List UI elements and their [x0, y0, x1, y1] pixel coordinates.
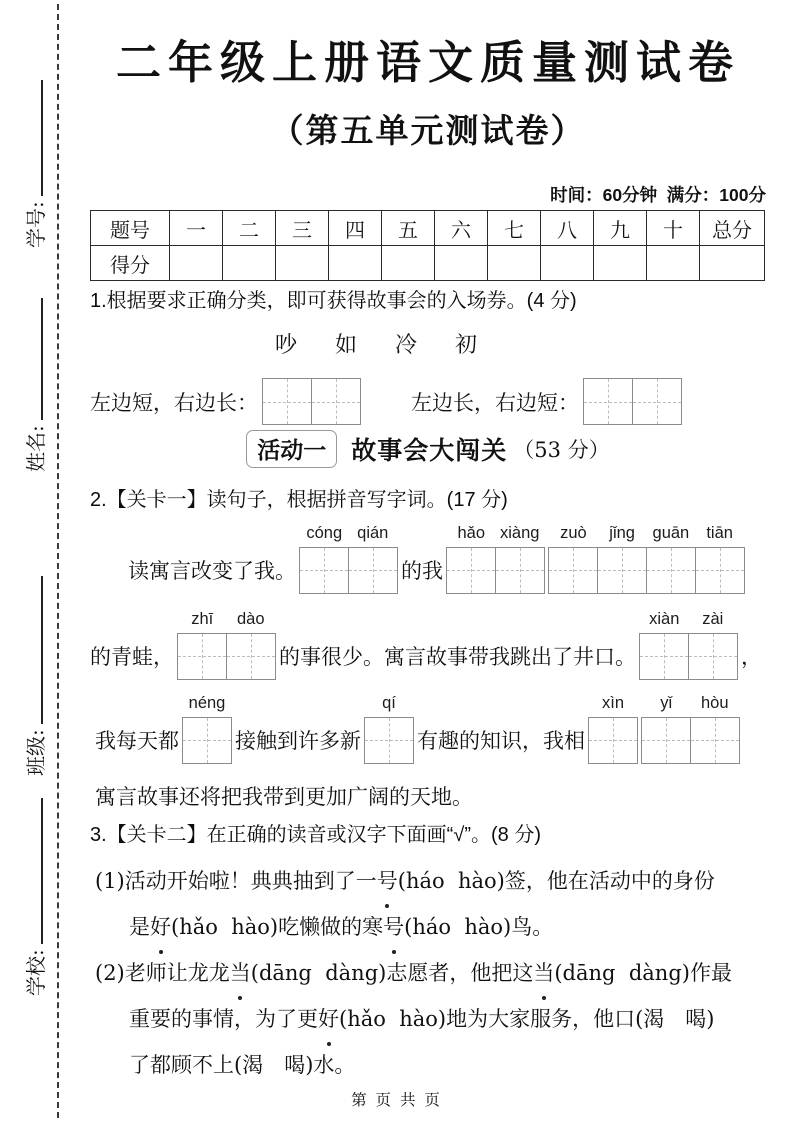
choice-line	[90, 904, 766, 950]
writing-grid	[364, 693, 414, 764]
sidebar-field-label: 学校:	[24, 949, 48, 996]
writing-cell[interactable]	[584, 379, 633, 424]
sentence-text: 我每天都	[95, 729, 179, 753]
choice-text: 是	[129, 915, 150, 939]
classify-group	[90, 378, 361, 425]
activity-score: （53 分）	[513, 438, 610, 462]
score-value-cell[interactable]	[435, 246, 488, 281]
question-2-header: 2.【关卡一】读句子，根据拼音写字词。(17 分)	[90, 489, 508, 511]
score-col-header: 题号	[91, 211, 170, 246]
classify-group-label: 左边短，右边长：	[90, 390, 258, 415]
writing-cell[interactable]	[642, 718, 691, 763]
sentence-text: 寓言故事还将把我带到更加广阔的天地。	[95, 785, 473, 809]
writing-grid	[182, 693, 232, 764]
classify-character: 如	[335, 333, 358, 358]
classify-group	[411, 378, 682, 425]
pinyin-syllable: zài	[702, 609, 724, 628]
score-value-cell[interactable]	[594, 246, 647, 281]
writing-cell[interactable]	[227, 634, 275, 679]
sentence-text: 接触到许多新	[235, 729, 361, 753]
choice-line	[90, 950, 766, 996]
writing-cell[interactable]	[689, 634, 737, 679]
question-1	[90, 284, 766, 425]
choice-text: (dāng dàng)志愿者，他把这	[250, 961, 534, 985]
fill-in-line	[90, 693, 766, 765]
score-col-header: 总分	[700, 211, 765, 246]
sidebar-field	[20, 798, 49, 996]
choice-text: (hǎo hào)吃懒做的寒	[171, 915, 384, 939]
writing-cell[interactable]	[447, 548, 496, 593]
activity-badge: 活动一	[246, 430, 337, 468]
pinyin-syllable: néng	[188, 693, 226, 712]
sidebar-field-blank-line[interactable]	[27, 80, 43, 196]
writing-cell[interactable]	[691, 718, 739, 763]
page-footer: 第 页 共 页	[351, 1091, 442, 1109]
choice-line	[90, 1042, 766, 1088]
writing-grid	[641, 693, 740, 764]
sentence-text: 的事很少。寓言故事带我跳出了井口。	[279, 645, 636, 669]
writing-cell[interactable]	[300, 548, 349, 593]
writing-grid	[177, 609, 276, 680]
sentence-text: 读寓言改变了我。	[128, 559, 296, 583]
pinyin-label	[640, 610, 737, 629]
time-score-info: 时间：60分钟 满分：100分	[550, 185, 766, 205]
sidebar-field	[20, 298, 49, 472]
sentence-text: ，	[741, 645, 762, 669]
choice-line	[90, 858, 766, 904]
choice-text: 了都顾不上(渴 喝)水。	[129, 1053, 356, 1077]
writing-cell[interactable]	[598, 548, 647, 593]
emphasized-character: 号	[383, 904, 404, 950]
classify-character: 冷	[395, 333, 418, 358]
fill-in-line	[90, 523, 766, 595]
pinyin-syllable: qí	[382, 693, 396, 712]
pinyin-label	[300, 524, 397, 543]
pinyin-syllable: qián	[357, 523, 389, 542]
question-1-header: 1.根据要求正确分类，即可获得故事会的入场券。(4 分)	[90, 290, 577, 312]
writing-grid	[583, 378, 682, 425]
writing-grid	[299, 523, 398, 594]
emphasized-character: 当	[230, 950, 251, 996]
sidebar-field-label: 姓名:	[24, 425, 48, 472]
page-subtitle: （第五单元测试卷）	[270, 112, 586, 149]
score-value-cell[interactable]	[488, 246, 541, 281]
pinyin-syllable: xiàng	[500, 523, 540, 542]
writing-cell[interactable]	[589, 718, 637, 763]
pinyin-syllable: zuò	[560, 523, 587, 542]
score-col-header: 六	[435, 211, 488, 246]
pinyin-syllable: hòu	[700, 693, 729, 712]
pinyin-syllable: yǐ	[660, 693, 673, 712]
pinyin-syllable: xìn	[601, 693, 624, 712]
score-table	[90, 210, 765, 281]
writing-cell[interactable]	[349, 548, 397, 593]
score-value-row	[91, 246, 765, 281]
pinyin-label	[365, 694, 413, 713]
choice-paragraph	[90, 858, 766, 950]
sidebar-field-blank-line[interactable]	[27, 576, 43, 724]
fill-in-line	[90, 609, 766, 681]
question-2	[90, 483, 766, 811]
sidebar-field-blank-line[interactable]	[27, 298, 43, 420]
writing-grid	[262, 378, 361, 425]
score-col-header: 七	[488, 211, 541, 246]
classify-group-label: 左边长，右边短：	[411, 390, 579, 415]
score-value-cell[interactable]	[329, 246, 382, 281]
score-value-cell[interactable]	[647, 246, 700, 281]
question-3	[90, 818, 766, 1088]
sidebar-field	[20, 576, 49, 776]
choice-text: (1)活动开始啦！典典抽到了一	[95, 869, 377, 893]
emphasized-character: 号	[377, 858, 398, 904]
score-col-header: 十	[647, 211, 700, 246]
score-value-cell[interactable]	[170, 246, 223, 281]
writing-cell[interactable]	[549, 548, 598, 593]
sentence-text: 的我	[401, 559, 443, 583]
writing-cell[interactable]	[183, 718, 231, 763]
sentence-text: 的青蛙，	[90, 645, 174, 669]
pinyin-syllable: guān	[652, 523, 690, 542]
question-1-characters	[275, 328, 766, 359]
writing-cell[interactable]	[312, 379, 360, 424]
classify-character: 吵	[275, 333, 298, 358]
writing-cell[interactable]	[178, 634, 227, 679]
score-value-cell[interactable]	[700, 246, 765, 281]
choice-text: (hǎo hào)地为大家服务，他口(渴 喝)	[339, 1007, 715, 1031]
seal-dashed-line	[57, 4, 59, 1118]
score-col-header: 九	[594, 211, 647, 246]
pinyin-label	[183, 694, 231, 713]
score-col-header: 三	[276, 211, 329, 246]
writing-cell[interactable]	[263, 379, 312, 424]
choice-line	[90, 996, 766, 1042]
writing-grid	[588, 693, 638, 764]
choice-text: (háo hào)鸟。	[404, 915, 554, 939]
sentence-text: 有趣的知识，我相	[417, 729, 585, 753]
activity-title: 故事会大闯关	[351, 437, 508, 465]
score-col-header: 八	[541, 211, 594, 246]
pinyin-syllable: jǐng	[609, 523, 635, 542]
activity-banner	[90, 430, 766, 468]
score-value-cell[interactable]	[276, 246, 329, 281]
pinyin-label	[642, 694, 739, 713]
writing-cell[interactable]	[365, 718, 413, 763]
pinyin-label	[178, 610, 275, 629]
question-1-answer-groups	[90, 378, 766, 425]
pinyin-syllable: xiàn	[649, 609, 680, 628]
writing-grid	[446, 523, 545, 594]
fill-in-line	[90, 781, 766, 811]
pinyin-syllable: hǎo	[457, 523, 486, 542]
score-row-label: 得分	[91, 246, 170, 281]
score-col-header: 一	[170, 211, 223, 246]
choice-paragraph	[90, 950, 766, 1088]
score-col-header: 二	[223, 211, 276, 246]
sidebar-field-label: 班级:	[24, 729, 48, 776]
writing-cell[interactable]	[647, 548, 696, 593]
page-title: 二年级上册语文质量测试卷	[115, 37, 740, 88]
choice-text: (dāng dàng)作最	[554, 961, 732, 985]
writing-grid	[639, 609, 738, 680]
choice-text: 重要的事情，为了更	[129, 1007, 318, 1031]
pinyin-label	[447, 524, 544, 543]
question-2-body	[90, 523, 766, 811]
pinyin-label	[549, 524, 744, 543]
writing-cell[interactable]	[633, 379, 681, 424]
pinyin-syllable: tiān	[706, 523, 733, 542]
score-value-cell[interactable]	[223, 246, 276, 281]
emphasized-character: 好	[150, 904, 171, 950]
score-col-header: 四	[329, 211, 382, 246]
choice-text: (háo hào)签，他在活动中的身份	[397, 869, 715, 893]
writing-cell[interactable]	[640, 634, 689, 679]
sidebar-field-blank-line[interactable]	[27, 798, 43, 944]
question-3-body	[90, 858, 766, 1088]
writing-cell[interactable]	[696, 548, 744, 593]
question-3-header: 3.【关卡二】在正确的读音或汉字下面画“√”。(8 分)	[90, 824, 541, 846]
sidebar-field-label: 学号:	[24, 201, 48, 248]
emphasized-character: 好	[318, 996, 339, 1042]
writing-cell[interactable]	[496, 548, 544, 593]
writing-grid	[548, 523, 745, 594]
score-value-cell[interactable]	[382, 246, 435, 281]
sidebar-field	[20, 80, 49, 248]
pinyin-syllable: zhī	[191, 609, 214, 628]
pinyin-syllable: cóng	[306, 523, 343, 542]
choice-text: (2)老师让龙龙	[95, 961, 230, 985]
emphasized-character: 当	[533, 950, 554, 996]
score-header-row	[91, 211, 765, 246]
score-col-header: 五	[382, 211, 435, 246]
pinyin-syllable: dào	[236, 609, 265, 628]
score-value-cell[interactable]	[541, 246, 594, 281]
pinyin-label	[589, 694, 637, 713]
classify-character: 初	[455, 333, 478, 358]
